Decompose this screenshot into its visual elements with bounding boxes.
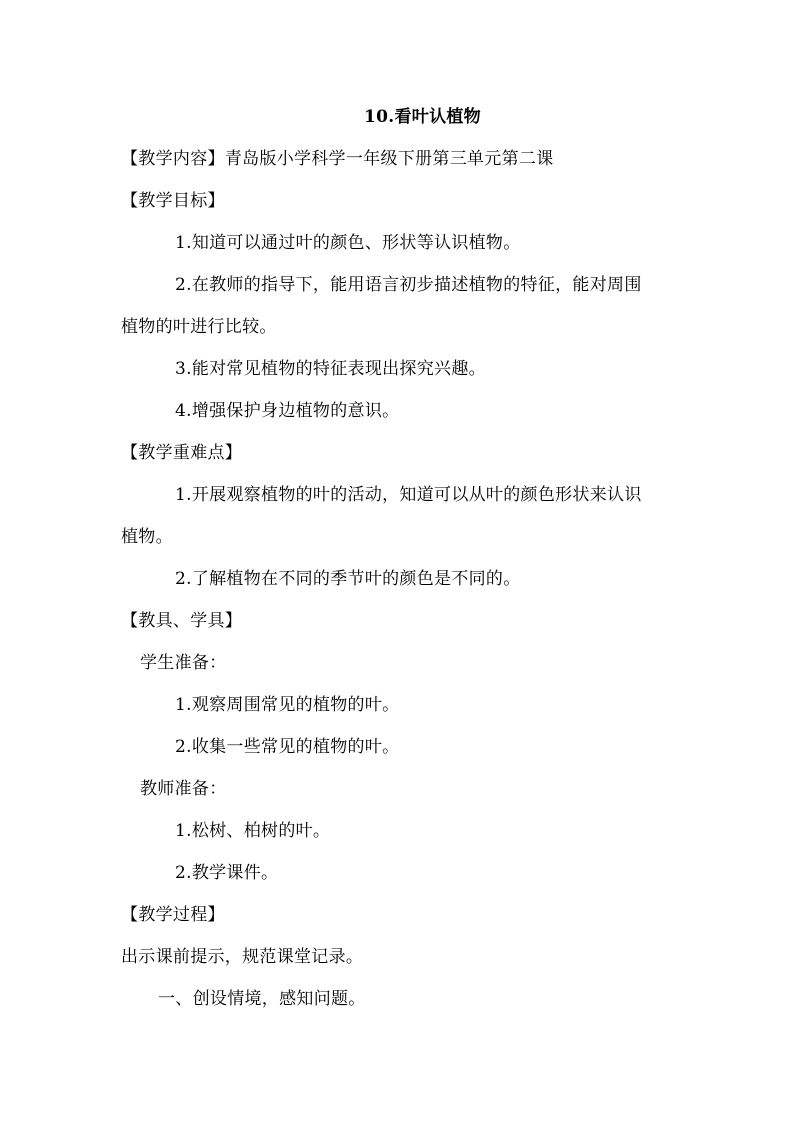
process-heading: 【教学过程】: [121, 905, 225, 925]
process-intro: 出示课前提示，规范课堂记录。: [121, 947, 364, 967]
process-step: 一、创设情境，感知问题。: [158, 989, 366, 1009]
teacher-prep-item: 2.教学课件。: [175, 863, 279, 883]
student-prep-item: 1.观察周围常见的植物的叶。: [175, 695, 400, 715]
student-prep-item: 2.收集一些常见的植物的叶。: [175, 737, 400, 757]
goals-heading: 【教学目标】: [121, 191, 225, 211]
content-heading: 【教学内容】: [121, 149, 225, 169]
goal-item-continuation: 植物的叶进行比较。: [121, 317, 277, 337]
goal-item: 2.在教师的指导下，能用语言初步描述植物的特征，能对周围: [175, 275, 642, 295]
teacher-prep-item: 1.松树、柏树的叶。: [175, 821, 331, 841]
content-line: [121, 148, 554, 170]
key-point-item: 1.开展观察植物的叶的活动，知道可以从叶的颜色形状来认识: [175, 485, 642, 505]
key-point-item: 2.了解植物在不同的季节叶的颜色是不同的。: [175, 569, 521, 589]
document-title: 10.看叶认植物: [364, 107, 481, 127]
key-points-heading: 【教学重难点】: [121, 443, 243, 463]
teacher-prep-label: 教师准备：: [140, 779, 227, 799]
content-text: 青岛版小学科学一年级下册第三单元第二课: [224, 149, 554, 169]
goal-item: 4.增强保护身边植物的意识。: [175, 401, 400, 421]
student-prep-label: 学生准备：: [140, 653, 227, 673]
key-point-continuation: 植物。: [121, 527, 173, 547]
goal-item: 3.能对常见植物的特征表现出探究兴趣。: [175, 359, 486, 379]
goal-item: 1.知道可以通过叶的颜色、形状等认识植物。: [175, 233, 521, 253]
tools-heading: 【教具、学具】: [121, 611, 243, 631]
